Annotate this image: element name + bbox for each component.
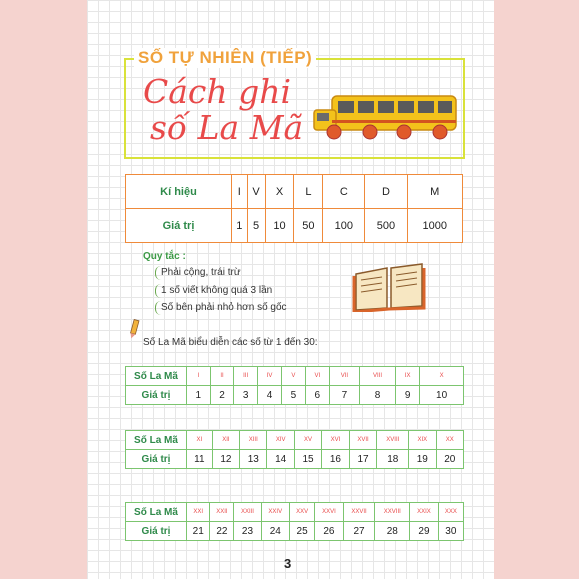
value-cell: 50 [294, 209, 323, 243]
open-book-icon [352, 262, 426, 312]
value-cell: 5 [247, 209, 265, 243]
value-cell: 12 [212, 450, 239, 469]
section-title: SỐ TỰ NHIÊN (TIẾP) [134, 48, 316, 68]
value-cell: 9 [396, 386, 420, 405]
roman-cell: I [187, 367, 211, 386]
roman-cell: XXX [438, 503, 463, 522]
value-cell: 27 [343, 522, 375, 541]
roman-cell: XV [294, 431, 321, 450]
value-cell: 21 [187, 522, 210, 541]
roman-cell: XI [187, 431, 213, 450]
roman-cell: XVI [322, 431, 349, 450]
value-cell: 11 [187, 450, 213, 469]
roman-cell: XXVI [315, 503, 343, 522]
rule-item: Phải cộng, trái trừ [161, 267, 241, 278]
value-header: Giá trị [126, 522, 187, 541]
symbol-cell: D [365, 175, 407, 209]
roman-numbers-table-11-20 [125, 430, 464, 469]
roman-cell: XXI [187, 503, 210, 522]
lesson-title-line2: số La Mã [150, 108, 304, 147]
roman-cell: XIV [267, 431, 294, 450]
roman-cell: XXIX [410, 503, 438, 522]
roman-cell: XXII [210, 503, 234, 522]
symbol-cell: M [407, 175, 462, 209]
roman-cell: XXV [290, 503, 315, 522]
roman-cell: III [234, 367, 258, 386]
value-cell: 2 [210, 386, 234, 405]
value-cell: 1000 [407, 209, 462, 243]
value-cell: 30 [438, 522, 463, 541]
roman-cell: V [282, 367, 306, 386]
roman-symbol-table [125, 174, 463, 243]
symbol-row [126, 175, 463, 209]
roman-cell: XIII [240, 431, 267, 450]
symbol-cell: I [232, 175, 248, 209]
value-cell: 6 [305, 386, 329, 405]
roman-cell: XXIII [234, 503, 261, 522]
value-cell: 4 [258, 386, 282, 405]
value-cell: 1 [232, 209, 248, 243]
roman-cell: XVII [349, 431, 377, 450]
value-cell: 24 [261, 522, 289, 541]
symbol-cell: V [247, 175, 265, 209]
symbol-cell: X [265, 175, 294, 209]
lesson-title-line1: Cách ghi [143, 72, 292, 111]
roman-header: Số La Mã [126, 431, 187, 450]
roman-numbers-table-21-30 [125, 502, 464, 541]
value-header: Giá trị [126, 209, 232, 243]
roman-numbers-table-1-10 [125, 366, 464, 405]
symbol-cell: L [294, 175, 323, 209]
value-cell: 19 [409, 450, 436, 469]
value-cell: 1 [187, 386, 211, 405]
value-cell: 500 [365, 209, 407, 243]
symbol-cell: C [323, 175, 365, 209]
value-row [126, 450, 464, 469]
value-cell: 29 [410, 522, 438, 541]
roman-cell: XVIII [377, 431, 409, 450]
value-cell: 16 [322, 450, 349, 469]
value-cell: 10 [265, 209, 294, 243]
value-cell: 8 [359, 386, 395, 405]
symbol-header: Kí hiệu [126, 175, 232, 209]
value-cell: 20 [436, 450, 464, 469]
roman-cell: XXVII [343, 503, 375, 522]
page-number: 3 [284, 556, 292, 571]
roman-cell: XIX [409, 431, 436, 450]
roman-cell: XXIV [261, 503, 289, 522]
value-header: Giá trị [126, 450, 187, 469]
intro-text: Số La Mã biểu diễn các số từ 1 đến 30: [143, 337, 318, 348]
roman-row [126, 367, 464, 386]
value-row [126, 522, 464, 541]
value-cell: 13 [240, 450, 267, 469]
roman-row [126, 503, 464, 522]
value-header: Giá trị [126, 386, 187, 405]
roman-cell: XXVIII [375, 503, 410, 522]
roman-cell: IV [258, 367, 282, 386]
value-cell: 22 [210, 522, 234, 541]
roman-header: Số La Mã [126, 367, 187, 386]
roman-row [126, 431, 464, 450]
roman-cell: VII [329, 367, 359, 386]
value-cell: 10 [420, 386, 464, 405]
roman-cell: XX [436, 431, 464, 450]
value-cell: 7 [329, 386, 359, 405]
value-cell: 23 [234, 522, 261, 541]
pencil-icon [126, 318, 144, 340]
value-cell: 26 [315, 522, 343, 541]
rule-item: Số bên phải nhỏ hơn số gốc [161, 302, 287, 313]
roman-cell: VIII [359, 367, 395, 386]
value-cell: 28 [375, 522, 410, 541]
value-cell: 3 [234, 386, 258, 405]
roman-cell: VI [305, 367, 329, 386]
value-cell: 15 [294, 450, 321, 469]
value-cell: 100 [323, 209, 365, 243]
rule-item: 1 số viết không quá 3 lần [161, 285, 273, 296]
value-cell: 5 [282, 386, 306, 405]
value-cell: 18 [377, 450, 409, 469]
value-cell: 17 [349, 450, 377, 469]
roman-cell: IX [396, 367, 420, 386]
roman-cell: II [210, 367, 234, 386]
value-cell: 25 [290, 522, 315, 541]
rules-title: Quy tắc : [143, 251, 186, 262]
value-row [126, 386, 464, 405]
value-row [126, 209, 463, 243]
roman-cell: X [420, 367, 464, 386]
school-bus-icon [312, 92, 458, 142]
value-cell: 14 [267, 450, 294, 469]
roman-cell: XII [212, 431, 239, 450]
roman-header: Số La Mã [126, 503, 187, 522]
